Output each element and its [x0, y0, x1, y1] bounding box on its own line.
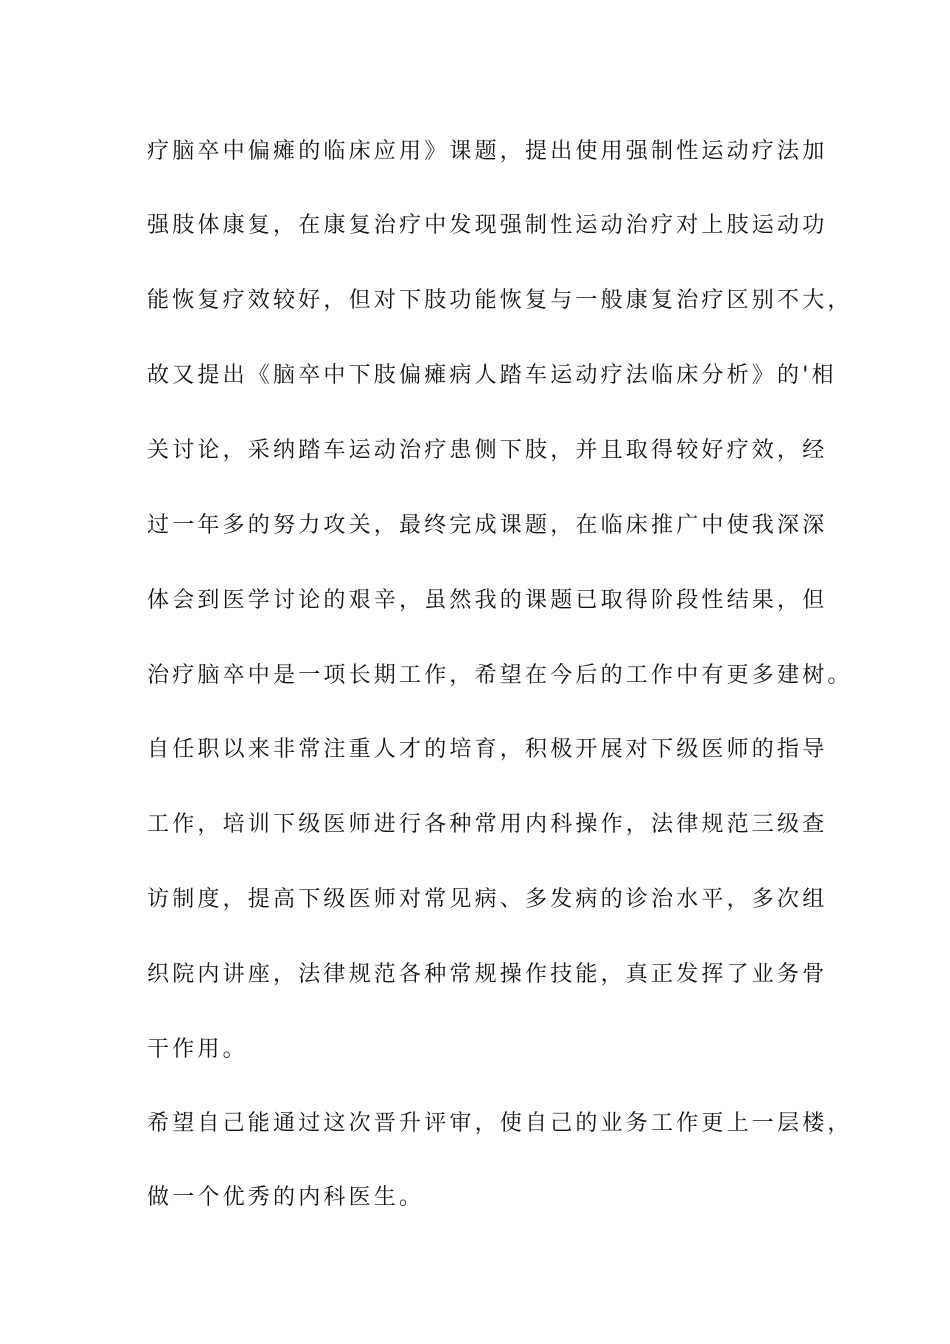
text-line: 干作用。: [147, 1037, 248, 1062]
text-line: 希望自己能通过这次晋升评审，使自己的业务工作更上一层楼，: [147, 1111, 853, 1136]
text-line: 做一个优秀的内科医生。: [147, 1185, 425, 1210]
text-line: 过一年多的努力攻关，最终完成课题，在临床推广中使我深深: [147, 513, 828, 538]
text-line: 体会到医学讨论的艰辛，虽然我的课题已取得阶段性结果，但: [147, 588, 828, 613]
text-line: 工作，培训下级医师进行各种常用内科操作，法律规范三级查: [147, 812, 828, 837]
text-line: 故又提出《脑卒中下肢偏瘫病人踏车运动疗法临床分析》的'相: [147, 363, 837, 388]
text-line: 强肢体康复，在康复治疗中发现强制性运动治疗对上肢运动功: [147, 213, 828, 238]
text-line: 能恢复疗效较好，但对下肢功能恢复与一般康复治疗区别不大，: [147, 288, 853, 313]
text-line: 访制度，提高下级医师对常见病、多发病的诊治水平，多次组: [147, 887, 828, 912]
text-line: 治疗脑卒中是一项长期工作，希望在今后的工作中有更多建树。: [147, 663, 853, 688]
text-line: 疗脑卒中偏瘫的临床应用》课题，提出使用强制性运动疗法加: [147, 139, 828, 164]
text-line: 自任职以来非常注重人才的培育，积极开展对下级医师的指导: [147, 737, 828, 762]
text-line: 关讨论，采纳踏车运动治疗患侧下肢，并且取得较好疗效，经: [147, 438, 828, 463]
text-line: 织院内讲座，法律规范各种常规操作技能，真正发挥了业务骨: [147, 962, 828, 987]
